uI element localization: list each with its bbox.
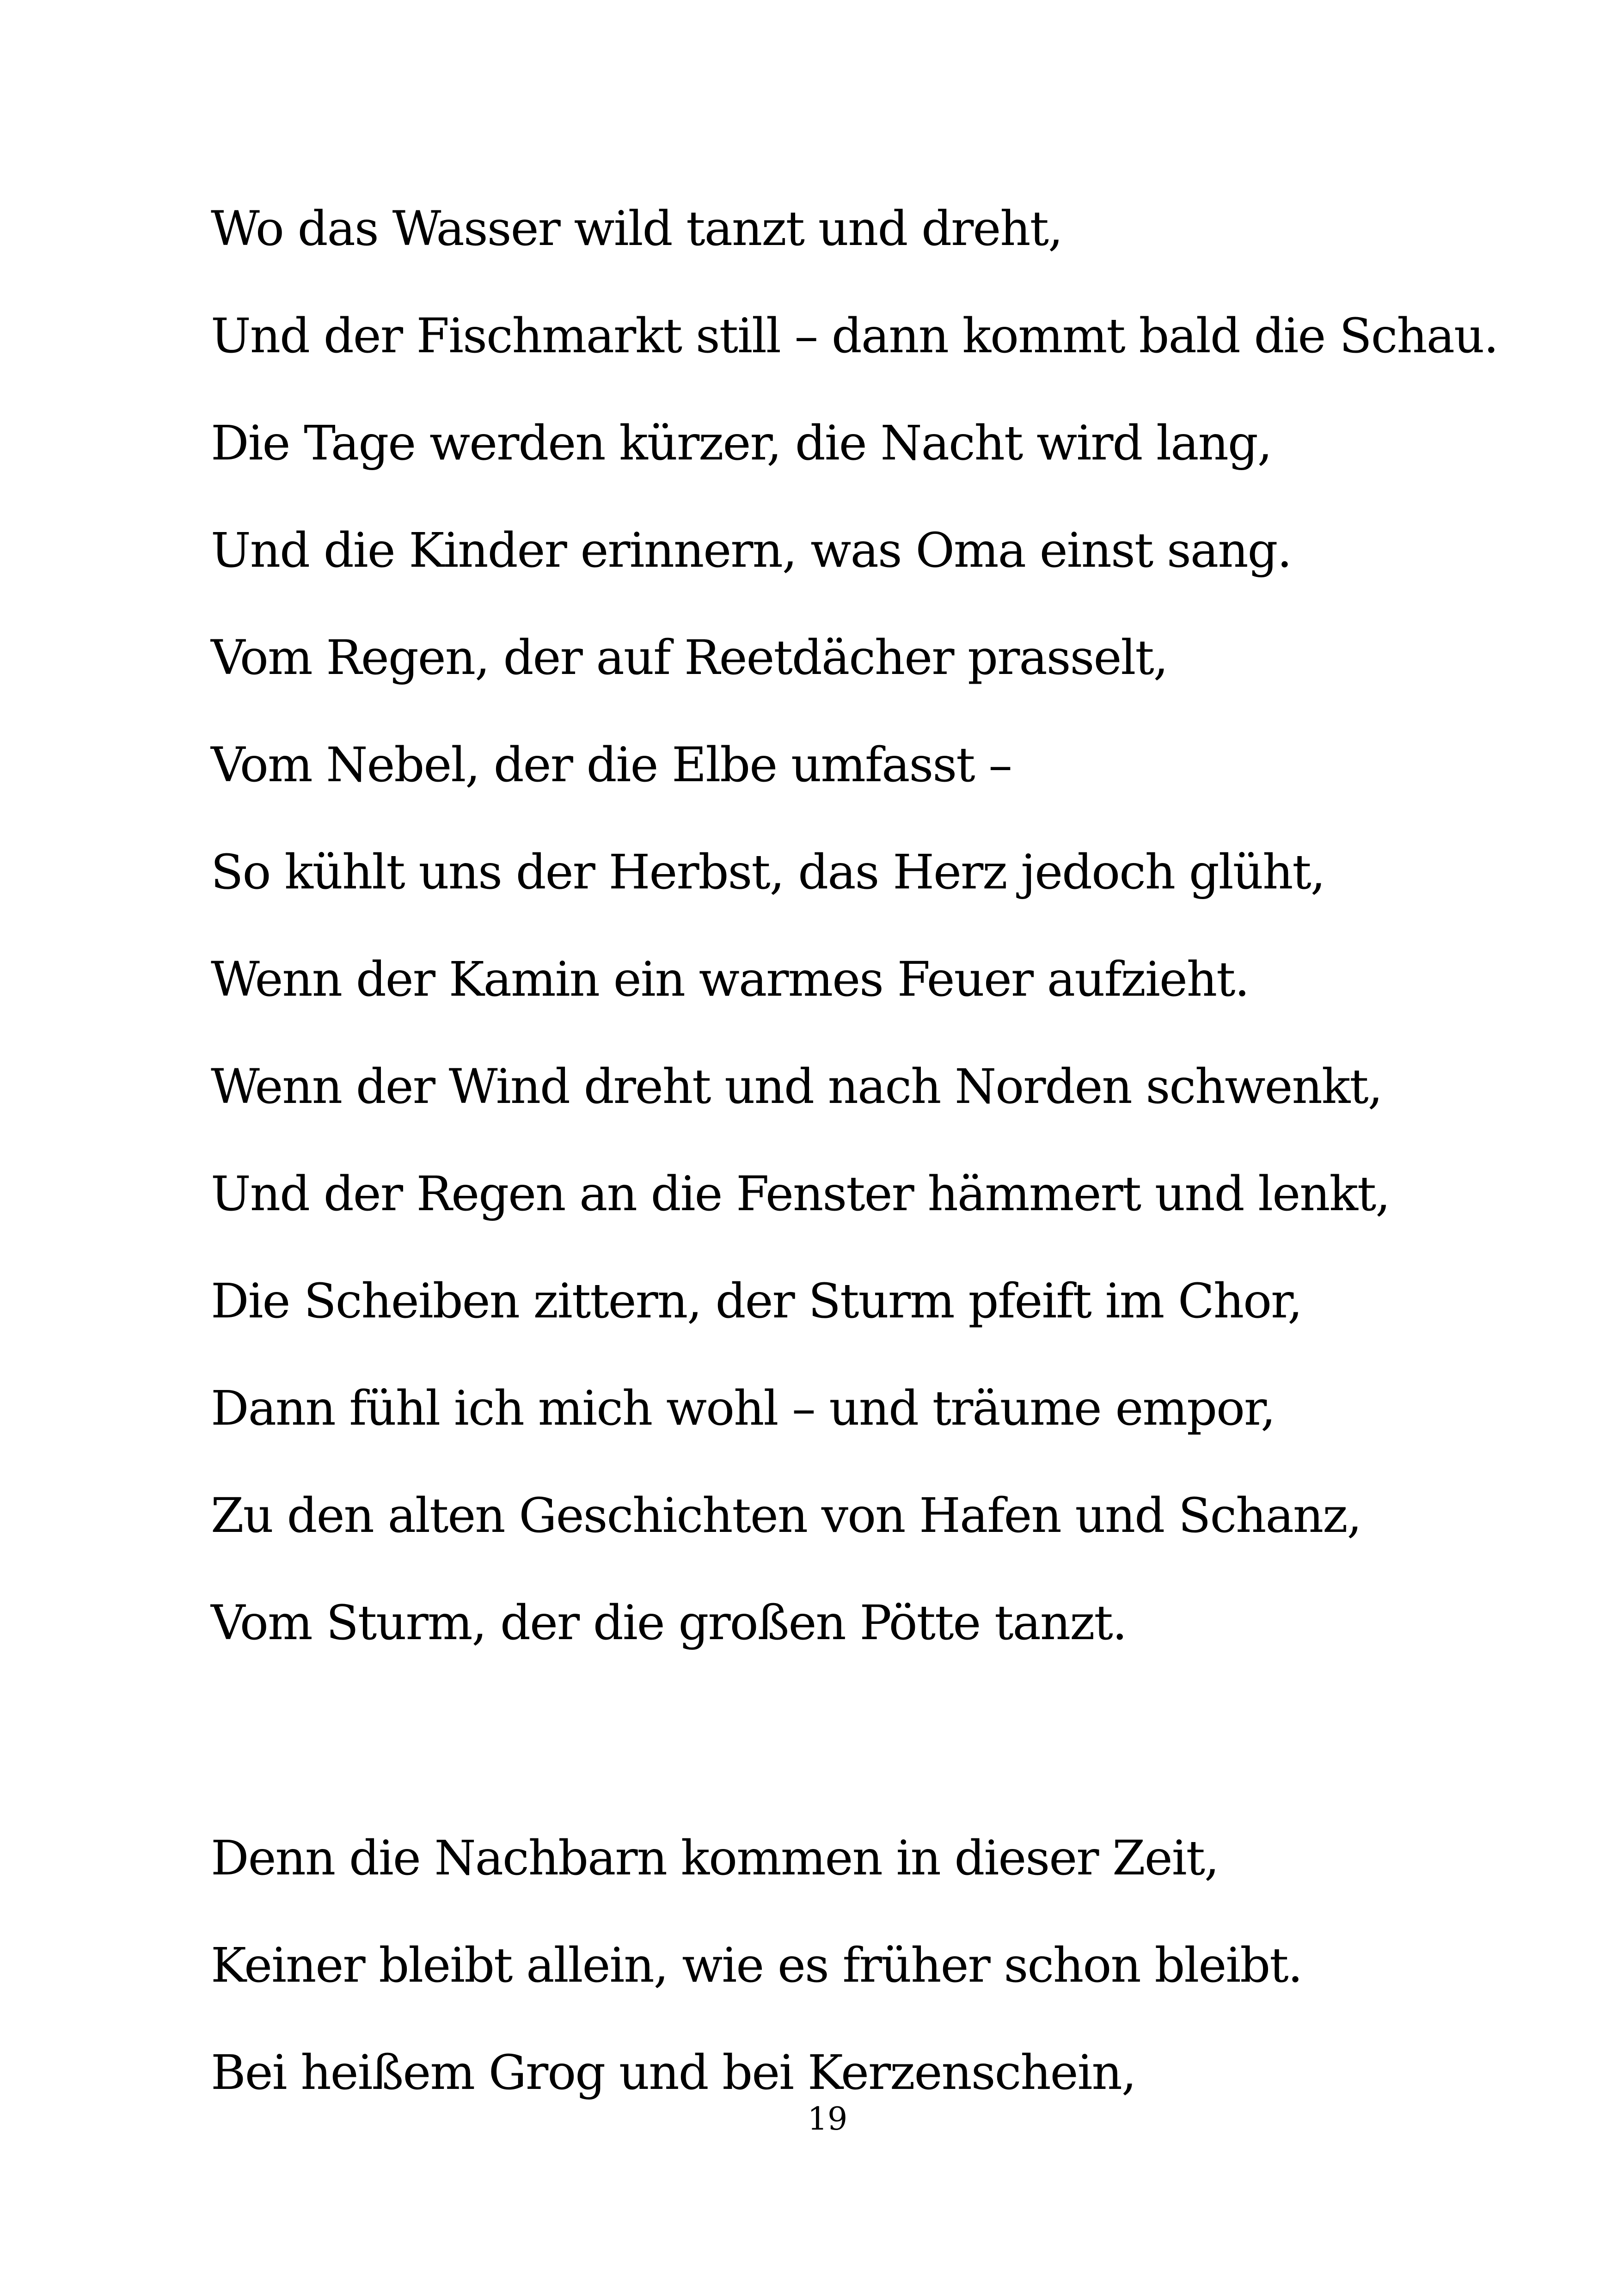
- poem-line: Dann fühl ich mich wohl – und träume empor,: [211, 1381, 1275, 1436]
- poem-line: Wenn der Kamin ein warmes Feuer aufzieht.: [211, 952, 1249, 1007]
- poem-line: So kühlt uns der Herbst, das Herz jedoch glüht,: [211, 845, 1325, 900]
- poem-line: Und die Kinder erinnern, was Oma einst sang.: [211, 523, 1292, 578]
- poem-line: Keiner bleibt allein, wie es früher schon bleibt.: [211, 1938, 1302, 1993]
- poem-line: Wo das Wasser wild tanzt und dreht,: [211, 201, 1062, 257]
- poem-line: Die Tage werden kürzer, die Nacht wird lang,: [211, 416, 1272, 471]
- poem-line: Und der Fischmarkt still – dann kommt bald die Schau.: [211, 308, 1498, 364]
- poem-line: Die Scheiben zittern, der Sturm pfeift im Chor,: [211, 1274, 1302, 1329]
- page-number: 19: [807, 2101, 848, 2137]
- poem-line: Vom Sturm, der die großen Pötte tanzt.: [211, 1595, 1127, 1651]
- poem-line: Wenn der Wind dreht und nach Norden schwenkt,: [211, 1059, 1382, 1114]
- poem-line: Und der Regen an die Fenster hämmert und lenkt,: [211, 1166, 1390, 1222]
- poem-line: Denn die Nachbarn kommen in dieser Zeit,: [211, 1831, 1219, 1886]
- poem-line: Zu den alten Geschichten von Hafen und Schanz,: [211, 1488, 1361, 1543]
- poem-line: Vom Nebel, der die Elbe umfasst –: [211, 737, 1011, 793]
- poem-line: Bei heißem Grog und bei Kerzenschein,: [211, 2045, 1136, 2100]
- poem-line: Vom Regen, der auf Reetdächer prasselt,: [211, 630, 1168, 686]
